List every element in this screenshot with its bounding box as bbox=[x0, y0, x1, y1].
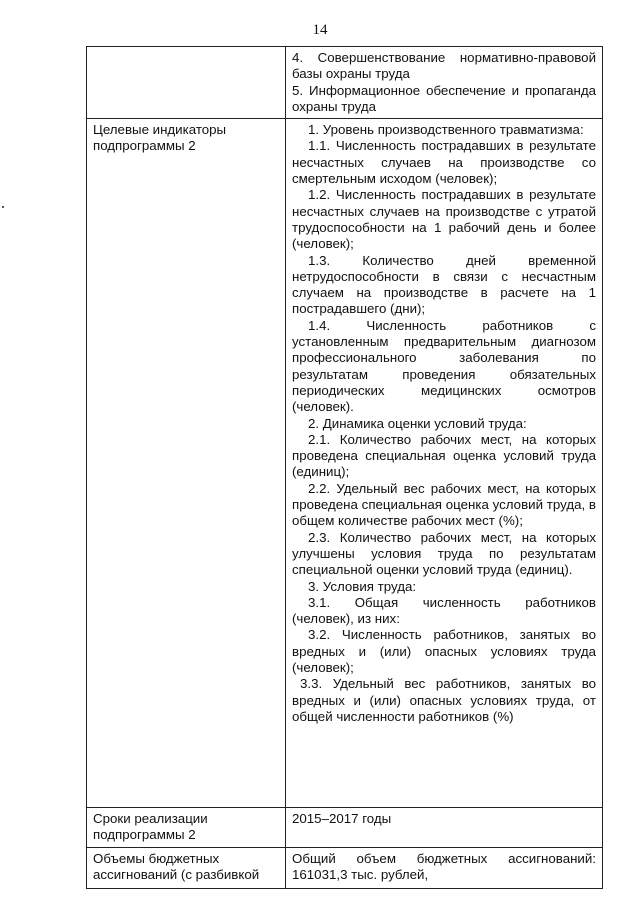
paragraph: 2015–2017 годы bbox=[292, 811, 392, 827]
row-content bbox=[286, 47, 603, 119]
paragraph: Общий объем бюджетных ассигнований: 161031,3 тыс. рублей, bbox=[292, 850, 596, 883]
paragraph: 1.2. Численность пострадавших в результате несчастных случаев на производстве с утратой трудоспособности на 1 рабочий день и более (человек); bbox=[292, 187, 596, 252]
paragraph: 3.2. Численность работников, занятых во вредных и (или) опасных условиях труда (человек); bbox=[292, 627, 596, 675]
paragraph: 2. Динамика оценки условий труда: bbox=[308, 415, 527, 431]
paragraph: 2.2. Удельный вес рабочих мест, на которых проведена специальная оценка условий труда, в общем количестве рабочих мест (%); bbox=[292, 480, 596, 529]
paragraph: 3.1. Общая численность работников (человек), из них: bbox=[292, 594, 596, 627]
paragraph: 1.3. Количество дней временной нетрудоспособности в связи с несчастным случаем на производстве в расчете на 1 пострадавшего (дни); bbox=[292, 252, 596, 317]
row-label-budget: Объемы бюджетных ассигнований (с разбивкой bbox=[87, 847, 286, 888]
paragraph: 1.4. Численность работников с установленным предварительным диагнозом профессионального заболевания по результатам проведения обязательных периодических медицинских осмотров (человек). bbox=[292, 317, 596, 415]
paragraph: 3. Условия труда: bbox=[308, 578, 417, 594]
row-label-indicators: Целевые индикаторы подпрограммы 2 bbox=[87, 119, 286, 808]
table-row bbox=[87, 119, 603, 808]
paragraph: 2.3. Количество рабочих мест, на которых улучшены условия труда по результатам специальной оценки условий труда (единиц). bbox=[292, 529, 596, 578]
table-row bbox=[87, 847, 603, 888]
row-content-budget bbox=[286, 847, 603, 888]
paragraph: 5. Информационное обеспечение и пропаганда охраны труда bbox=[292, 82, 596, 114]
paragraph: 4. Совершенствование нормативно-правовой базы охраны труда bbox=[292, 50, 596, 82]
row-content-period bbox=[286, 808, 603, 848]
page-number: 14 bbox=[312, 22, 328, 38]
row-label-empty bbox=[87, 47, 286, 119]
row-content-indicators bbox=[286, 119, 603, 808]
scan-speck bbox=[2, 206, 4, 208]
table-row bbox=[87, 47, 603, 119]
table-row bbox=[87, 808, 603, 848]
paragraph: 1.1. Численность пострадавших в результате несчастных случаев на производстве со смертельным исходом (человек); bbox=[292, 138, 596, 187]
row-label-period: Сроки реализации подпрограммы 2 bbox=[87, 808, 286, 848]
paragraph: 2.1. Количество рабочих мест, на которых проведена специальная оценка условий труда (единиц); bbox=[292, 431, 596, 480]
passport-table bbox=[86, 46, 603, 889]
paragraph: 3.3. Удельный вес работников, занятых во вредных и (или) опасных условиях труда, от общей численности работников (%) bbox=[292, 676, 596, 724]
paragraph: 1. Уровень производственного травматизма: bbox=[308, 122, 584, 138]
